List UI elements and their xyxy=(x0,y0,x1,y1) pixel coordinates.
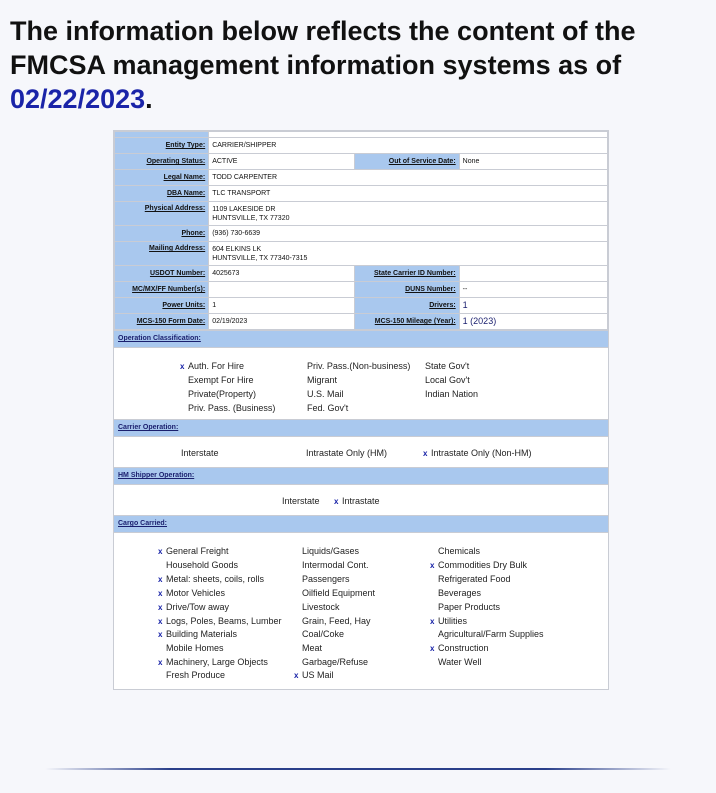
row-mailing-address xyxy=(115,242,608,266)
duns-label[interactable]: DUNS Number: xyxy=(355,282,459,298)
duns-value: -- xyxy=(459,282,607,298)
row-power-units xyxy=(115,298,608,314)
phone-value: (936) 730-6639 xyxy=(209,226,608,242)
dba-name-label[interactable]: DBA Name: xyxy=(115,186,209,202)
check-item xyxy=(299,361,410,372)
usdot-label[interactable]: USDOT Number: xyxy=(115,266,209,282)
dba-name-value: TLC TRANSPORT xyxy=(209,186,608,202)
check-item xyxy=(430,574,511,585)
cargo-carried-list xyxy=(114,533,608,689)
check-label: Chemicals xyxy=(438,546,481,556)
mcs150-date-value: 02/19/2023 xyxy=(209,314,355,330)
check-label: Intrastate Only (Non-HM) xyxy=(431,448,532,458)
check-item xyxy=(180,403,275,414)
check-label: Water Well xyxy=(438,657,482,667)
operation-classification-header[interactable]: Operation Classification: xyxy=(114,330,608,348)
check-item xyxy=(158,657,268,668)
check-mark: x xyxy=(158,603,163,612)
check-label: Refrigerated Food xyxy=(438,574,511,584)
physical-address-value xyxy=(209,202,608,226)
check-item xyxy=(299,389,344,400)
check-item xyxy=(294,616,371,627)
entity-table xyxy=(114,131,608,330)
check-label: Building Materials xyxy=(166,629,238,639)
check-item xyxy=(158,670,225,681)
check-label: U.S. Mail xyxy=(307,389,344,399)
check-label: Garbage/Refuse xyxy=(302,657,369,667)
mc-number-value xyxy=(209,282,355,298)
check-mark: x xyxy=(180,362,185,371)
check-label: Motor Vehicles xyxy=(166,588,226,598)
legal-name-value: TODD CARPENTER xyxy=(209,170,608,186)
row-mcs150 xyxy=(115,314,608,330)
check-label: Priv. Pass. (Business) xyxy=(188,403,276,413)
check-item xyxy=(294,574,350,585)
check-item xyxy=(158,546,229,557)
check-item xyxy=(430,560,527,571)
check-item xyxy=(158,616,282,627)
mcs150-date-label[interactable]: MCS-150 Form Date: xyxy=(115,314,209,330)
physical-address-line2: HUNTSVILLE, TX 77320 xyxy=(212,214,290,222)
check-item xyxy=(294,643,322,654)
physical-address-line1: 1109 LAKESIDE DR xyxy=(212,205,276,213)
phone-label[interactable]: Phone: xyxy=(115,226,209,242)
check-label: Oilfield Equipment xyxy=(302,588,376,598)
check-item xyxy=(430,643,489,654)
check-label: Interstate xyxy=(282,496,320,506)
check-label: Fresh Produce xyxy=(166,670,226,680)
check-label: Metal: sheets, coils, rolls xyxy=(166,574,265,584)
mailing-address-label[interactable]: Mailing Address: xyxy=(115,242,209,266)
usdot-value: 4025673 xyxy=(209,266,355,282)
check-label: Paper Products xyxy=(438,602,501,612)
check-item xyxy=(180,361,244,372)
check-item xyxy=(299,403,348,414)
drivers-label[interactable]: Drivers: xyxy=(355,298,459,314)
check-item xyxy=(158,629,237,640)
check-label: General Freight xyxy=(166,546,229,556)
check-label: Grain, Feed, Hay xyxy=(302,616,371,626)
check-label: Livestock xyxy=(302,602,340,612)
check-label: Construction xyxy=(438,643,489,653)
check-mark: x xyxy=(158,630,163,639)
check-item xyxy=(423,448,532,459)
check-label: Auth. For Hire xyxy=(188,361,245,371)
check-mark: x xyxy=(430,644,435,653)
carrier-operation-header[interactable]: Carrier Operation: xyxy=(114,419,608,437)
check-label: Private(Property) xyxy=(188,389,257,399)
check-label: State Gov't xyxy=(425,361,470,371)
headline-date: 02/22/2023 xyxy=(10,84,146,114)
check-item xyxy=(430,616,467,627)
company-snapshot xyxy=(113,130,609,690)
row-phone xyxy=(115,226,608,242)
check-label: Passengers xyxy=(302,574,350,584)
row-dba-name xyxy=(115,186,608,202)
mailing-address-line2: HUNTSVILLE, TX 77340-7315 xyxy=(212,254,308,262)
check-label: Drive/Tow away xyxy=(166,602,230,612)
check-mark: x xyxy=(158,617,163,626)
oos-date-label[interactable]: Out of Service Date: xyxy=(355,154,459,170)
mcs150-mileage-label[interactable]: MCS-150 Mileage (Year): xyxy=(355,314,459,330)
check-item xyxy=(430,588,481,599)
mailing-address-line1: 604 ELKINS LK xyxy=(212,245,262,253)
check-label: Logs, Poles, Beams, Lumber xyxy=(166,616,282,626)
check-item xyxy=(430,546,480,557)
check-item xyxy=(430,602,500,613)
check-item xyxy=(294,670,334,681)
check-item xyxy=(430,629,544,640)
check-mark: x xyxy=(430,617,435,626)
state-carrier-id-value xyxy=(459,266,607,282)
check-mark: x xyxy=(158,658,163,667)
headline-text: The information below reflects the content of the FMCSA management information systems as of xyxy=(10,16,636,80)
oos-date-value: None xyxy=(459,154,607,170)
check-label: Mobile Homes xyxy=(166,643,224,653)
operating-status-value: ACTIVE xyxy=(209,154,355,170)
power-units-label[interactable]: Power Units: xyxy=(115,298,209,314)
check-item xyxy=(158,574,264,585)
check-mark: x xyxy=(158,547,163,556)
check-mark: x xyxy=(158,589,163,598)
check-label: Machinery, Large Objects xyxy=(166,657,268,667)
cargo-carried-header[interactable]: Cargo Carried: xyxy=(114,515,608,533)
page-headline xyxy=(10,14,710,116)
check-label: Liquids/Gases xyxy=(302,546,360,556)
check-label: Interstate xyxy=(181,448,219,458)
check-label: Meat xyxy=(302,643,323,653)
check-mark: x xyxy=(430,561,435,570)
operation-classification-list xyxy=(114,348,608,419)
check-item xyxy=(294,560,369,571)
entity-type-label[interactable]: Entity Type: xyxy=(115,138,209,154)
hm-shipper-operation-list xyxy=(114,485,608,515)
check-item xyxy=(158,588,225,599)
check-item xyxy=(158,602,229,613)
check-label: Utilities xyxy=(438,616,468,626)
check-item xyxy=(180,389,256,400)
check-label: Local Gov't xyxy=(425,375,470,385)
footer-divider xyxy=(45,768,671,770)
hm-shipper-operation-header[interactable]: HM Shipper Operation: xyxy=(114,467,608,485)
mc-number-label[interactable]: MC/MX/FF Number(s): xyxy=(115,282,209,298)
check-mark: x xyxy=(334,497,339,506)
check-label: Migrant xyxy=(307,375,338,385)
row-physical-address xyxy=(115,202,608,226)
check-item xyxy=(294,629,344,640)
check-item xyxy=(334,496,380,507)
state-carrier-id-label[interactable]: State Carrier ID Number: xyxy=(355,266,459,282)
drivers-value: 1 xyxy=(459,298,607,314)
mailing-address-value xyxy=(209,242,608,266)
check-label: Priv. Pass.(Non-business) xyxy=(307,361,411,371)
check-item xyxy=(274,496,320,507)
check-item xyxy=(294,602,340,613)
check-label: Intermodal Cont. xyxy=(302,560,369,570)
check-label: Agricultural/Farm Supplies xyxy=(438,629,544,639)
carrier-operation-list xyxy=(114,437,608,467)
check-mark: x xyxy=(423,449,428,458)
check-item xyxy=(158,560,238,571)
entity-type-value: CARRIER/SHIPPER xyxy=(209,138,608,154)
check-label: Commodities Dry Bulk xyxy=(438,560,528,570)
row-entity-type xyxy=(115,138,608,154)
check-item xyxy=(158,643,224,654)
check-item xyxy=(294,657,368,668)
check-label: US Mail xyxy=(302,670,334,680)
check-item xyxy=(417,361,469,372)
check-label: Intrastate Only (HM) xyxy=(306,448,388,458)
headline-suffix: . xyxy=(145,84,153,114)
mcs150-mileage-value: 1 (2023) xyxy=(459,314,607,330)
check-item xyxy=(417,389,478,400)
check-label: Exempt For Hire xyxy=(188,375,254,385)
check-label: Household Goods xyxy=(166,560,239,570)
check-item xyxy=(298,448,387,459)
row-legal-name xyxy=(115,170,608,186)
operating-status-label[interactable]: Operating Status: xyxy=(115,154,209,170)
check-label: Intrastate xyxy=(342,496,380,506)
check-item xyxy=(173,448,219,459)
check-item xyxy=(294,546,359,557)
check-item xyxy=(417,375,470,386)
check-item xyxy=(299,375,337,386)
check-item xyxy=(430,657,482,668)
legal-name-label[interactable]: Legal Name: xyxy=(115,170,209,186)
check-label: Fed. Gov't xyxy=(307,403,349,413)
row-usdot xyxy=(115,266,608,282)
check-item xyxy=(294,588,375,599)
power-units-value: 1 xyxy=(209,298,355,314)
check-mark: x xyxy=(158,575,163,584)
row-operating-status xyxy=(115,154,608,170)
check-item xyxy=(180,375,254,386)
check-mark: x xyxy=(294,671,299,680)
check-label: Indian Nation xyxy=(425,389,479,399)
row-mc-number xyxy=(115,282,608,298)
check-label: Coal/Coke xyxy=(302,629,345,639)
physical-address-label[interactable]: Physical Address: xyxy=(115,202,209,226)
check-label: Beverages xyxy=(438,588,482,598)
